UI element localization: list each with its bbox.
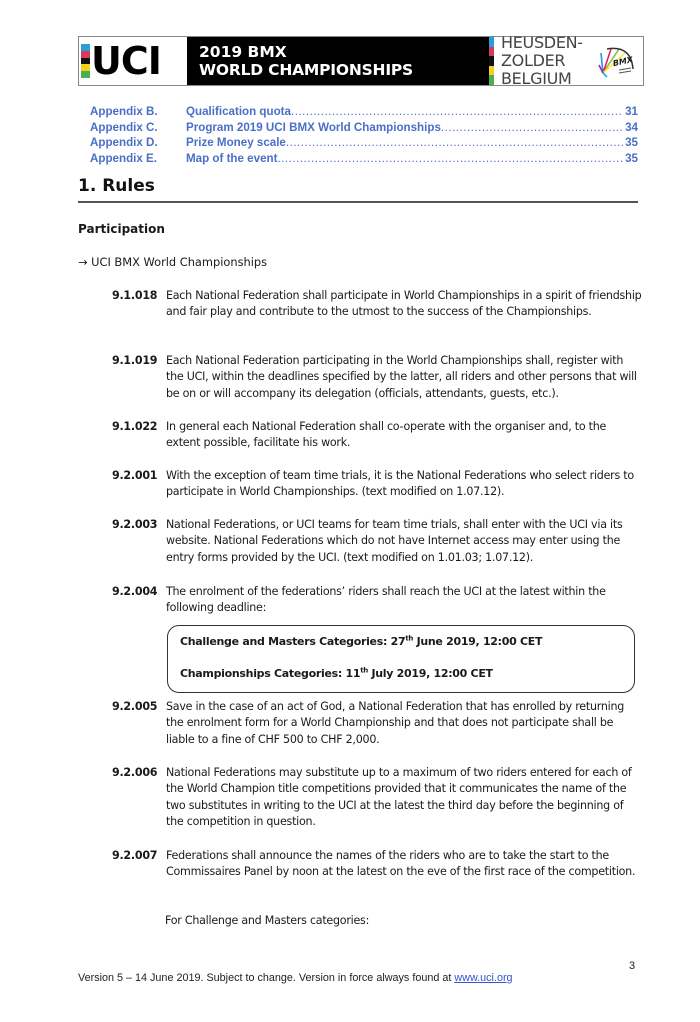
uci-wordmark: UCI bbox=[91, 39, 161, 83]
toc-entry[interactable] bbox=[90, 135, 638, 151]
uci-logo bbox=[79, 37, 187, 85]
table-of-contents bbox=[90, 104, 638, 166]
subsection-heading: Participation bbox=[78, 222, 165, 236]
rule-text: The enrolment of the federations’ riders shall reach the UCI at the latest within the following deadline: bbox=[166, 585, 606, 615]
rule-text: Save in the case of an act of God, a National Federation that has enrolled by returning the enrolment form for a World Championship and that does not participate shall be liable to a fine of CHF 500 to CHF 2,000. bbox=[166, 700, 625, 746]
deadline-box bbox=[167, 625, 635, 693]
rule-text: National Federations may substitute up to a maximum of two riders entered for each of the World Champion title competitions provided that it communicates the name of the two substitutes in writing to the UCI at the latest the third day before the beginning of the competition in question. bbox=[166, 766, 632, 829]
rule-item bbox=[112, 517, 642, 566]
rule-text: In general each National Federation shall co-operate with the organiser and, to the extent possible, facilitate his work. bbox=[166, 420, 607, 450]
rule-item bbox=[112, 584, 642, 617]
rule-item bbox=[112, 353, 642, 402]
uci-website-link[interactable]: www.uci.org bbox=[454, 972, 513, 984]
footer-version-text: Version 5 – 14 June 2019. Subject to change. Version in force always found at bbox=[78, 972, 455, 984]
toc-page-number: 35 bbox=[625, 136, 638, 149]
rule-number: 9.1.019 bbox=[112, 354, 158, 367]
toc-page-number: 34 bbox=[625, 120, 638, 134]
deadline-challenge-masters: Challenge and Masters Categories: 27th June 2019, 12:00 CET bbox=[180, 634, 543, 648]
toc-page-number: 35 bbox=[625, 151, 638, 165]
rule-text: Federations shall announce the names of the riders who are to take the start to the Commissaires Panel by noon at the latest on the eve of the first race of the competition. bbox=[166, 849, 636, 879]
toc-leader-dots bbox=[441, 120, 623, 136]
page-number: 3 bbox=[629, 960, 636, 972]
rule-item bbox=[112, 848, 642, 881]
toc-leader-dots bbox=[291, 104, 623, 120]
rule-number: 9.2.003 bbox=[112, 518, 158, 531]
event-title-line2: WORLD CHAMPIONSHIPS bbox=[199, 61, 414, 79]
toc-appendix-label: Appendix E. bbox=[90, 151, 157, 165]
rule-text: National Federations, or UCI teams for team time trials, shall enter with the UCI via its website. National Federations which do not have Internet access may enter using the entry forms provided by the UCI. (text modified on 1.01.03; 1.07.12). bbox=[166, 518, 623, 564]
rule-item bbox=[112, 288, 642, 321]
header-banner bbox=[78, 33, 644, 88]
rule-number: 9.2.006 bbox=[112, 766, 158, 779]
rule-text: With the exception of team time trials, it is the National Federations who select riders to participate in World Championships. (text modified on 1.07.12). bbox=[166, 469, 634, 499]
toc-title: Program 2019 UCI BMX World Championships bbox=[186, 120, 441, 134]
rule-item bbox=[112, 765, 642, 831]
toc-entry[interactable] bbox=[90, 104, 638, 120]
rule-number: 9.1.018 bbox=[112, 289, 158, 302]
svg-text:BMX: BMX bbox=[612, 55, 634, 69]
toc-leader-dots bbox=[277, 151, 623, 167]
toc-appendix-label: Appendix D. bbox=[90, 136, 158, 149]
rule-item bbox=[112, 699, 642, 748]
toc-entry[interactable] bbox=[90, 151, 638, 167]
rule-text: Each National Federation shall participate in World Championships in a spirit of friendship and fair play and contribute to the utmost to the success of the Championships. bbox=[166, 289, 642, 319]
rule-number: 9.2.001 bbox=[112, 469, 158, 482]
location-line1: HEUSDEN-ZOLDER bbox=[501, 33, 583, 70]
arrow-list-item: → UCI BMX World Championships bbox=[78, 255, 268, 269]
rule-item bbox=[112, 419, 642, 452]
deadline-championships: Championships Categories: 11th July 2019, 12:00 CET bbox=[180, 666, 493, 680]
toc-title: Prize Money scale bbox=[186, 136, 286, 149]
event-title-block bbox=[187, 37, 489, 85]
rule-number: 9.1.022 bbox=[112, 420, 158, 433]
toc-title: Qualification quota bbox=[186, 105, 291, 118]
heading-divider bbox=[78, 201, 638, 203]
toc-entry[interactable] bbox=[90, 120, 638, 136]
toc-appendix-label: Appendix B. bbox=[90, 105, 158, 118]
rainbow-stripes-icon bbox=[81, 44, 90, 78]
rule-number: 9.2.004 bbox=[112, 585, 158, 598]
location-line2: BELGIUM bbox=[501, 69, 572, 88]
challenge-masters-subtext: For Challenge and Masters categories: bbox=[165, 914, 370, 927]
rule-number: 9.2.007 bbox=[112, 849, 158, 862]
rule-number: 9.2.005 bbox=[112, 700, 158, 713]
bmx-event-logo-icon bbox=[597, 43, 637, 81]
toc-page-number: 31 bbox=[625, 105, 638, 118]
toc-leader-dots bbox=[286, 135, 623, 151]
event-title-line1: 2019 BMX bbox=[199, 43, 287, 61]
toc-appendix-label: Appendix C. bbox=[90, 120, 158, 134]
footer bbox=[78, 972, 513, 984]
section-heading: 1. Rules bbox=[78, 176, 155, 196]
rule-item bbox=[112, 468, 642, 501]
toc-title: Map of the event bbox=[186, 151, 278, 165]
rule-text: Each National Federation participating in the World Championships shall, register with the UCI, within the deadlines specified by the latter, all riders and other persons that will be on or will accompany its delegation (officials, attendants, guests, etc.). bbox=[166, 354, 637, 400]
